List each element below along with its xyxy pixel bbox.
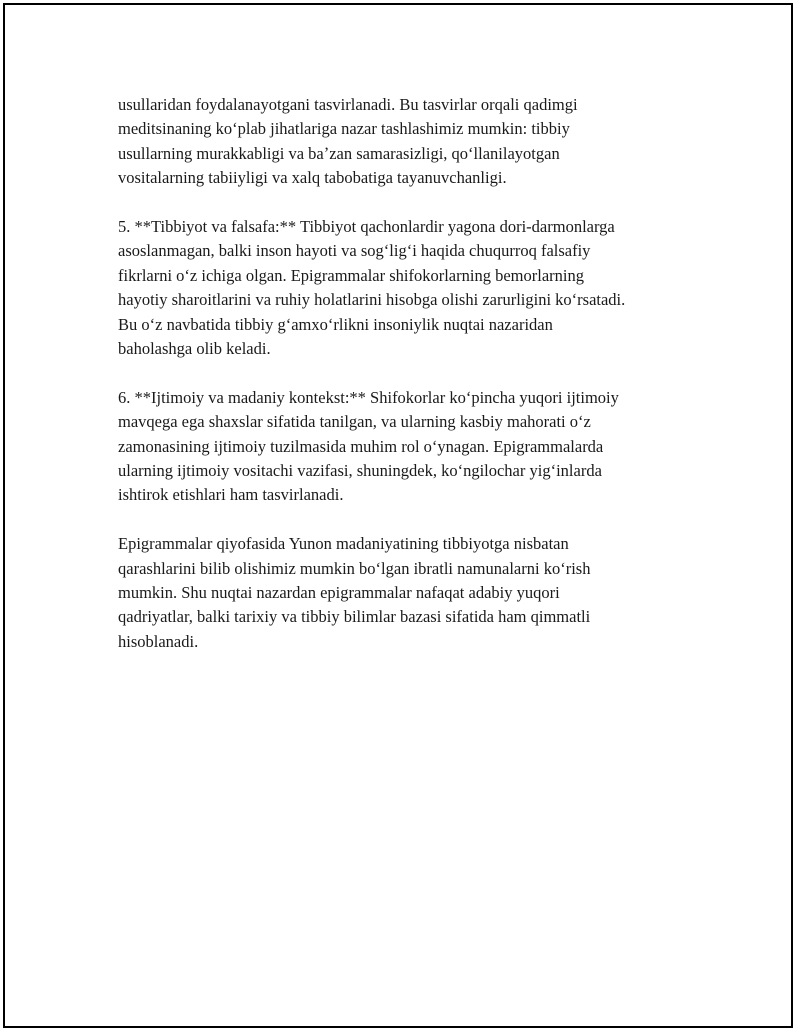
text-line: usullarning murakkabligi va baʼzan samarasizligi, qoʻllanilayotgan — [118, 143, 560, 163]
text-line: hisoblanadi. — [118, 631, 199, 651]
text-line: qadriyatlar, balki tarixiy va tibbiy bilimlar bazasi sifatida ham qimmatli — [118, 607, 591, 627]
text-line: asoslanmagan, balki inson hayoti va sogʻligʻi haqida chuqurroq falsafiy — [118, 241, 591, 261]
paragraph-conclusion — [118, 532, 690, 654]
paragraph-item-6 — [118, 386, 690, 508]
text-line: Bu oʻz navbatida tibbiy gʻamxoʻrlikni insoniylik nuqtai nazaridan — [118, 314, 553, 334]
text-line: mumkin. Shu nuqtai nazardan epigrammalar nafaqat adabiy yuqori — [118, 583, 560, 603]
text-line: usullaridan foydalanayotgani tasvirlanadi. Bu tasvirlar orqali qadimgi — [118, 95, 578, 114]
paragraph-intro-continuation — [118, 93, 690, 191]
text-line: baholashga olib keladi. — [118, 339, 271, 359]
text-line: fikrlarni oʻz ichiga olgan. Epigrammalar shifokorlarning bemorlarning — [118, 265, 584, 285]
text-line: zamonasining ijtimoiy tuzilmasida muhim rol oʻynagan. Epigrammalarda — [118, 436, 604, 456]
page-body — [118, 93, 690, 679]
text-line: mavqega ega shaxslar sifatida tanilgan, va ularning kasbiy mahorati oʻz — [118, 412, 591, 432]
text-line: Epigrammalar qiyofasida Yunon madaniyatining tibbiyotga nisbatan — [118, 534, 569, 554]
text-line: vositalarning tabiiyligi va xalq tabobatiga tayanuvchanligi. — [118, 168, 507, 188]
text-line: ularning ijtimoiy vositachi vazifasi, shuningdek, koʻngilochar yigʻinlarda — [118, 461, 602, 481]
text-line: meditsinaning koʻplab jihatlariga nazar tashlashimiz mumkin: tibbiy — [118, 119, 570, 139]
text-line: hayotiy sharoitlarini va ruhiy holatlarini hisobga olishi zarurligini koʻrsatadi. — [118, 290, 626, 310]
text-line: ishtirok etishlari ham tasvirlanadi. — [118, 485, 344, 505]
text-line: 5. **Tibbiyot va falsafa:** Tibbiyot qachonlardir yagona dori-darmonlarga — [118, 217, 615, 237]
paragraph-item-5 — [118, 215, 690, 361]
text-line: 6. **Ijtimoiy va madaniy kontekst:** Shifokorlar koʻpincha yuqori ijtimoiy — [118, 387, 619, 407]
text-line: qarashlarini bilib olishimiz mumkin boʻlgan ibratli namunalarni koʻrish — [118, 558, 591, 578]
